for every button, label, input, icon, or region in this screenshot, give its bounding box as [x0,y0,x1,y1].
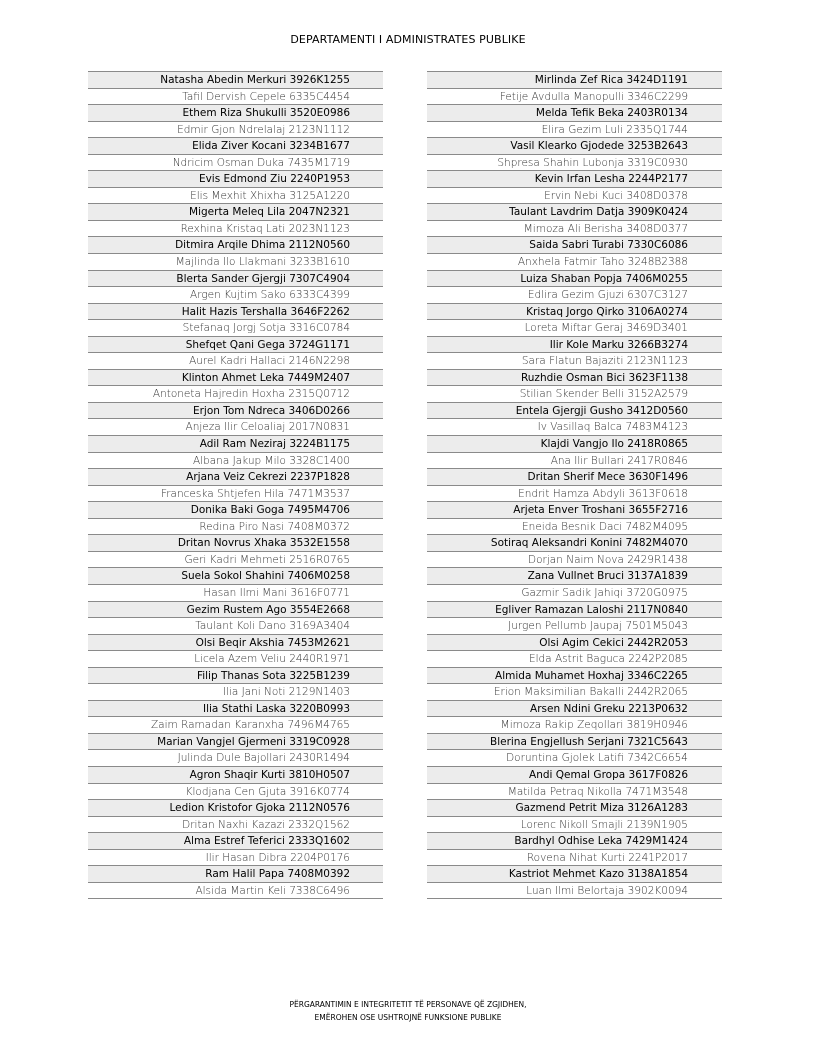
list-item: Olsi Agim Cekici 2442R2053 [427,635,722,652]
list-item: Kastriot Mehmet Kazo 3138A1854 [427,866,722,883]
page-title: DEPARTAMENTI I ADMINISTRATES PUBLIKE [290,33,526,46]
list-item: Zaim Ramadan Karanxha 7496M4765 [88,717,383,734]
list-item: Kristaq Jorgo Qirko 3106A0274 [427,304,722,321]
list-item: Edlira Gezim Gjuzi 6307C3127 [427,287,722,304]
list-item: Franceska Shtjefen Hila 7471M3537 [88,486,383,503]
list-item: Iv Vasillaq Balca 7483M4123 [427,419,722,436]
list-item: Vasil Klearko Gjodede 3253B2643 [427,138,722,155]
list-item: Evis Edmond Ziu 2240P1953 [88,171,383,188]
list-item: Klajdi Vangjo Ilo 2418R0865 [427,436,722,453]
list-item: Gezim Rustem Ago 3554E2668 [88,602,383,619]
left-name-list [88,71,383,899]
list-item: Argen Kujtim Sako 6333C4399 [88,287,383,304]
list-item: Arsen Ndini Greku 2213P0632 [427,701,722,718]
list-item: Dritan Novrus Xhaka 3532E1558 [88,535,383,552]
list-item: Luan Ilmi Belortaja 3902K0094 [427,883,722,900]
list-item: Arjana Veiz Cekrezi 2237P1828 [88,469,383,486]
list-item: Gazmend Petrit Miza 3126A1283 [427,800,722,817]
list-item: Adil Ram Neziraj 3224B1175 [88,436,383,453]
list-item: Ilir Kole Marku 3266B3274 [427,337,722,354]
list-item: Saida Sabri Turabi 7330C6086 [427,237,722,254]
list-item: Arjeta Enver Troshani 3655F2716 [427,502,722,519]
list-item: Marian Vangjel Gjermeni 3319C0928 [88,734,383,751]
list-item: Dritan Sherif Mece 3630F1496 [427,469,722,486]
list-item: Olsi Beqir Akshia 7453M2621 [88,635,383,652]
list-item: Ledion Kristofor Gjoka 2112N0576 [88,800,383,817]
list-item: Elis Mexhit Xhixha 3125A1220 [88,188,383,205]
right-name-list [427,71,722,899]
list-item: Mimoza Rakip Zeqollari 3819H0946 [427,717,722,734]
list-item: Entela Gjergji Gusho 3412D0560 [427,403,722,420]
list-item: Stefanaq Jorgj Sotja 3316C0784 [88,320,383,337]
list-item: Ethem Riza Shukulli 3520E0986 [88,105,383,122]
list-item: Egliver Ramazan Laloshi 2117N0840 [427,602,722,619]
list-item: Ana Ilir Bullari 2417R0846 [427,453,722,470]
list-item: Andi Qemal Gropa 3617F0826 [427,767,722,784]
list-item: Ilia Stathi Laska 3220B0993 [88,701,383,718]
list-item: Ilir Hasan Dibra 2204P0176 [88,850,383,867]
list-item: Matilda Petraq Nikolla 7471M3548 [427,784,722,801]
list-item: Donika Baki Goga 7495M4706 [88,502,383,519]
list-item: Rovena Nihat Kurti 2241P2017 [427,850,722,867]
list-item: Doruntina Gjolek Latifi 7342C6654 [427,750,722,767]
list-item: Elida Ziver Kocani 3234B1677 [88,138,383,155]
footer-line-1: PËRGARANTIMIN E INTEGRITETIT TË PERSONAVE QË ZGJIDHEN, [289,1000,527,1009]
list-item: Klodjana Cen Gjuta 3916K0774 [88,784,383,801]
list-item: Gazmir Sadik Jahiqi 3720G0975 [427,585,722,602]
list-item: Ndricim Osman Duka 7435M1719 [88,155,383,172]
list-item: Jurgen Pellumb Jaupaj 7501M5043 [427,618,722,635]
list-item: Luiza Shaban Popja 7406M0255 [427,271,722,288]
list-item: Ilia Jani Noti 2129N1403 [88,684,383,701]
list-item: Albana Jakup Milo 3328C1400 [88,453,383,470]
list-item: Elda Astrit Baguca 2242P2085 [427,651,722,668]
list-item: Filip Thanas Sota 3225B1239 [88,668,383,685]
list-item: Klinton Ahmet Leka 7449M2407 [88,370,383,387]
list-item: Edmir Gjon Ndrelalaj 2123N1112 [88,122,383,139]
list-item: Halit Hazis Tershalla 3646F2262 [88,304,383,321]
list-item: Stilian Skender Belli 3152A2579 [427,386,722,403]
list-item: Antoneta Hajredin Hoxha 2315Q0712 [88,386,383,403]
list-item: Blerta Sander Gjergji 7307C4904 [88,271,383,288]
list-item: Bardhyl Odhise Leka 7429M1424 [427,833,722,850]
footer-line-2: EMËROHEN OSE USHTROJNË FUNKSIONE PUBLIKE [314,1013,502,1022]
list-item: Agron Shaqir Kurti 3810H0507 [88,767,383,784]
list-item: Lorenc Nikoll Smajli 2139N1905 [427,817,722,834]
list-item: Tafil Dervish Cepele 6335C4454 [88,89,383,106]
list-item: Loreta Miftar Geraj 3469D3401 [427,320,722,337]
list-item: Ervin Nebi Kuci 3408D0378 [427,188,722,205]
list-item: Elira Gezim Luli 2335Q1744 [427,122,722,139]
list-item: Rexhina Kristaq Lati 2023N1123 [88,221,383,238]
list-item: Eneida Besnik Daci 7482M4095 [427,519,722,536]
list-item: Erjon Tom Ndreca 3406D0266 [88,403,383,420]
list-item: Taulant Lavdrim Datja 3909K0424 [427,204,722,221]
list-item: Suela Sokol Shahini 7406M0258 [88,568,383,585]
list-item: Mimoza Ali Berisha 3408D0377 [427,221,722,238]
list-item: Almida Muhamet Hoxhaj 3346C2265 [427,668,722,685]
list-item: Blerina Engjellush Serjani 7321C5643 [427,734,722,751]
list-item: Redina Piro Nasi 7408M0372 [88,519,383,536]
list-item: Sotiraq Aleksandri Konini 7482M4070 [427,535,722,552]
list-item: Zana Vullnet Bruci 3137A1839 [427,568,722,585]
list-item: Sara Flatun Bajaziti 2123N1123 [427,353,722,370]
list-item: Shpresa Shahin Lubonja 3319C0930 [427,155,722,172]
list-item: Majlinda Ilo Llakmani 3233B1610 [88,254,383,271]
list-item: Erion Maksimilian Bakalli 2442R2065 [427,684,722,701]
list-item: Alma Estref Teferici 2333Q1602 [88,833,383,850]
list-item: Melda Tefik Beka 2403R0134 [427,105,722,122]
list-item: Taulant Koli Dano 3169A3404 [88,618,383,635]
list-item: Licela Azem Veliu 2440R1971 [88,651,383,668]
list-item: Alsida Martin Keli 7338C6496 [88,883,383,900]
list-item: Natasha Abedin Merkuri 3926K1255 [88,72,383,89]
list-item: Ruzhdie Osman Bici 3623F1138 [427,370,722,387]
list-item: Ram Halil Papa 7408M0392 [88,866,383,883]
list-item: Ditmira Arqile Dhima 2112N0560 [88,237,383,254]
list-item: Endrit Hamza Abdyli 3613F0618 [427,486,722,503]
list-item: Shefqet Qani Gega 3724G1171 [88,337,383,354]
list-item: Aurel Kadri Hallaci 2146N2298 [88,353,383,370]
list-item: Julinda Dule Bajollari 2430R1494 [88,750,383,767]
page-footer [0,998,816,1024]
list-item: Dritan Naxhi Kazazi 2332Q1562 [88,817,383,834]
list-item: Hasan Ilmi Mani 3616F0771 [88,585,383,602]
list-item: Fetije Avdulla Manopulli 3346C2299 [427,89,722,106]
list-item: Kevin Irfan Lesha 2244P2177 [427,171,722,188]
list-item: Migerta Meleq Lila 2047N2321 [88,204,383,221]
list-item: Geri Kadri Mehmeti 2516R0765 [88,552,383,569]
list-item: Mirlinda Zef Rica 3424D1191 [427,72,722,89]
list-item: Anjeza Ilir Celoaliaj 2017N0831 [88,419,383,436]
list-item: Dorjan Naim Nova 2429R1438 [427,552,722,569]
list-item: Anxhela Fatmir Taho 3248B2388 [427,254,722,271]
